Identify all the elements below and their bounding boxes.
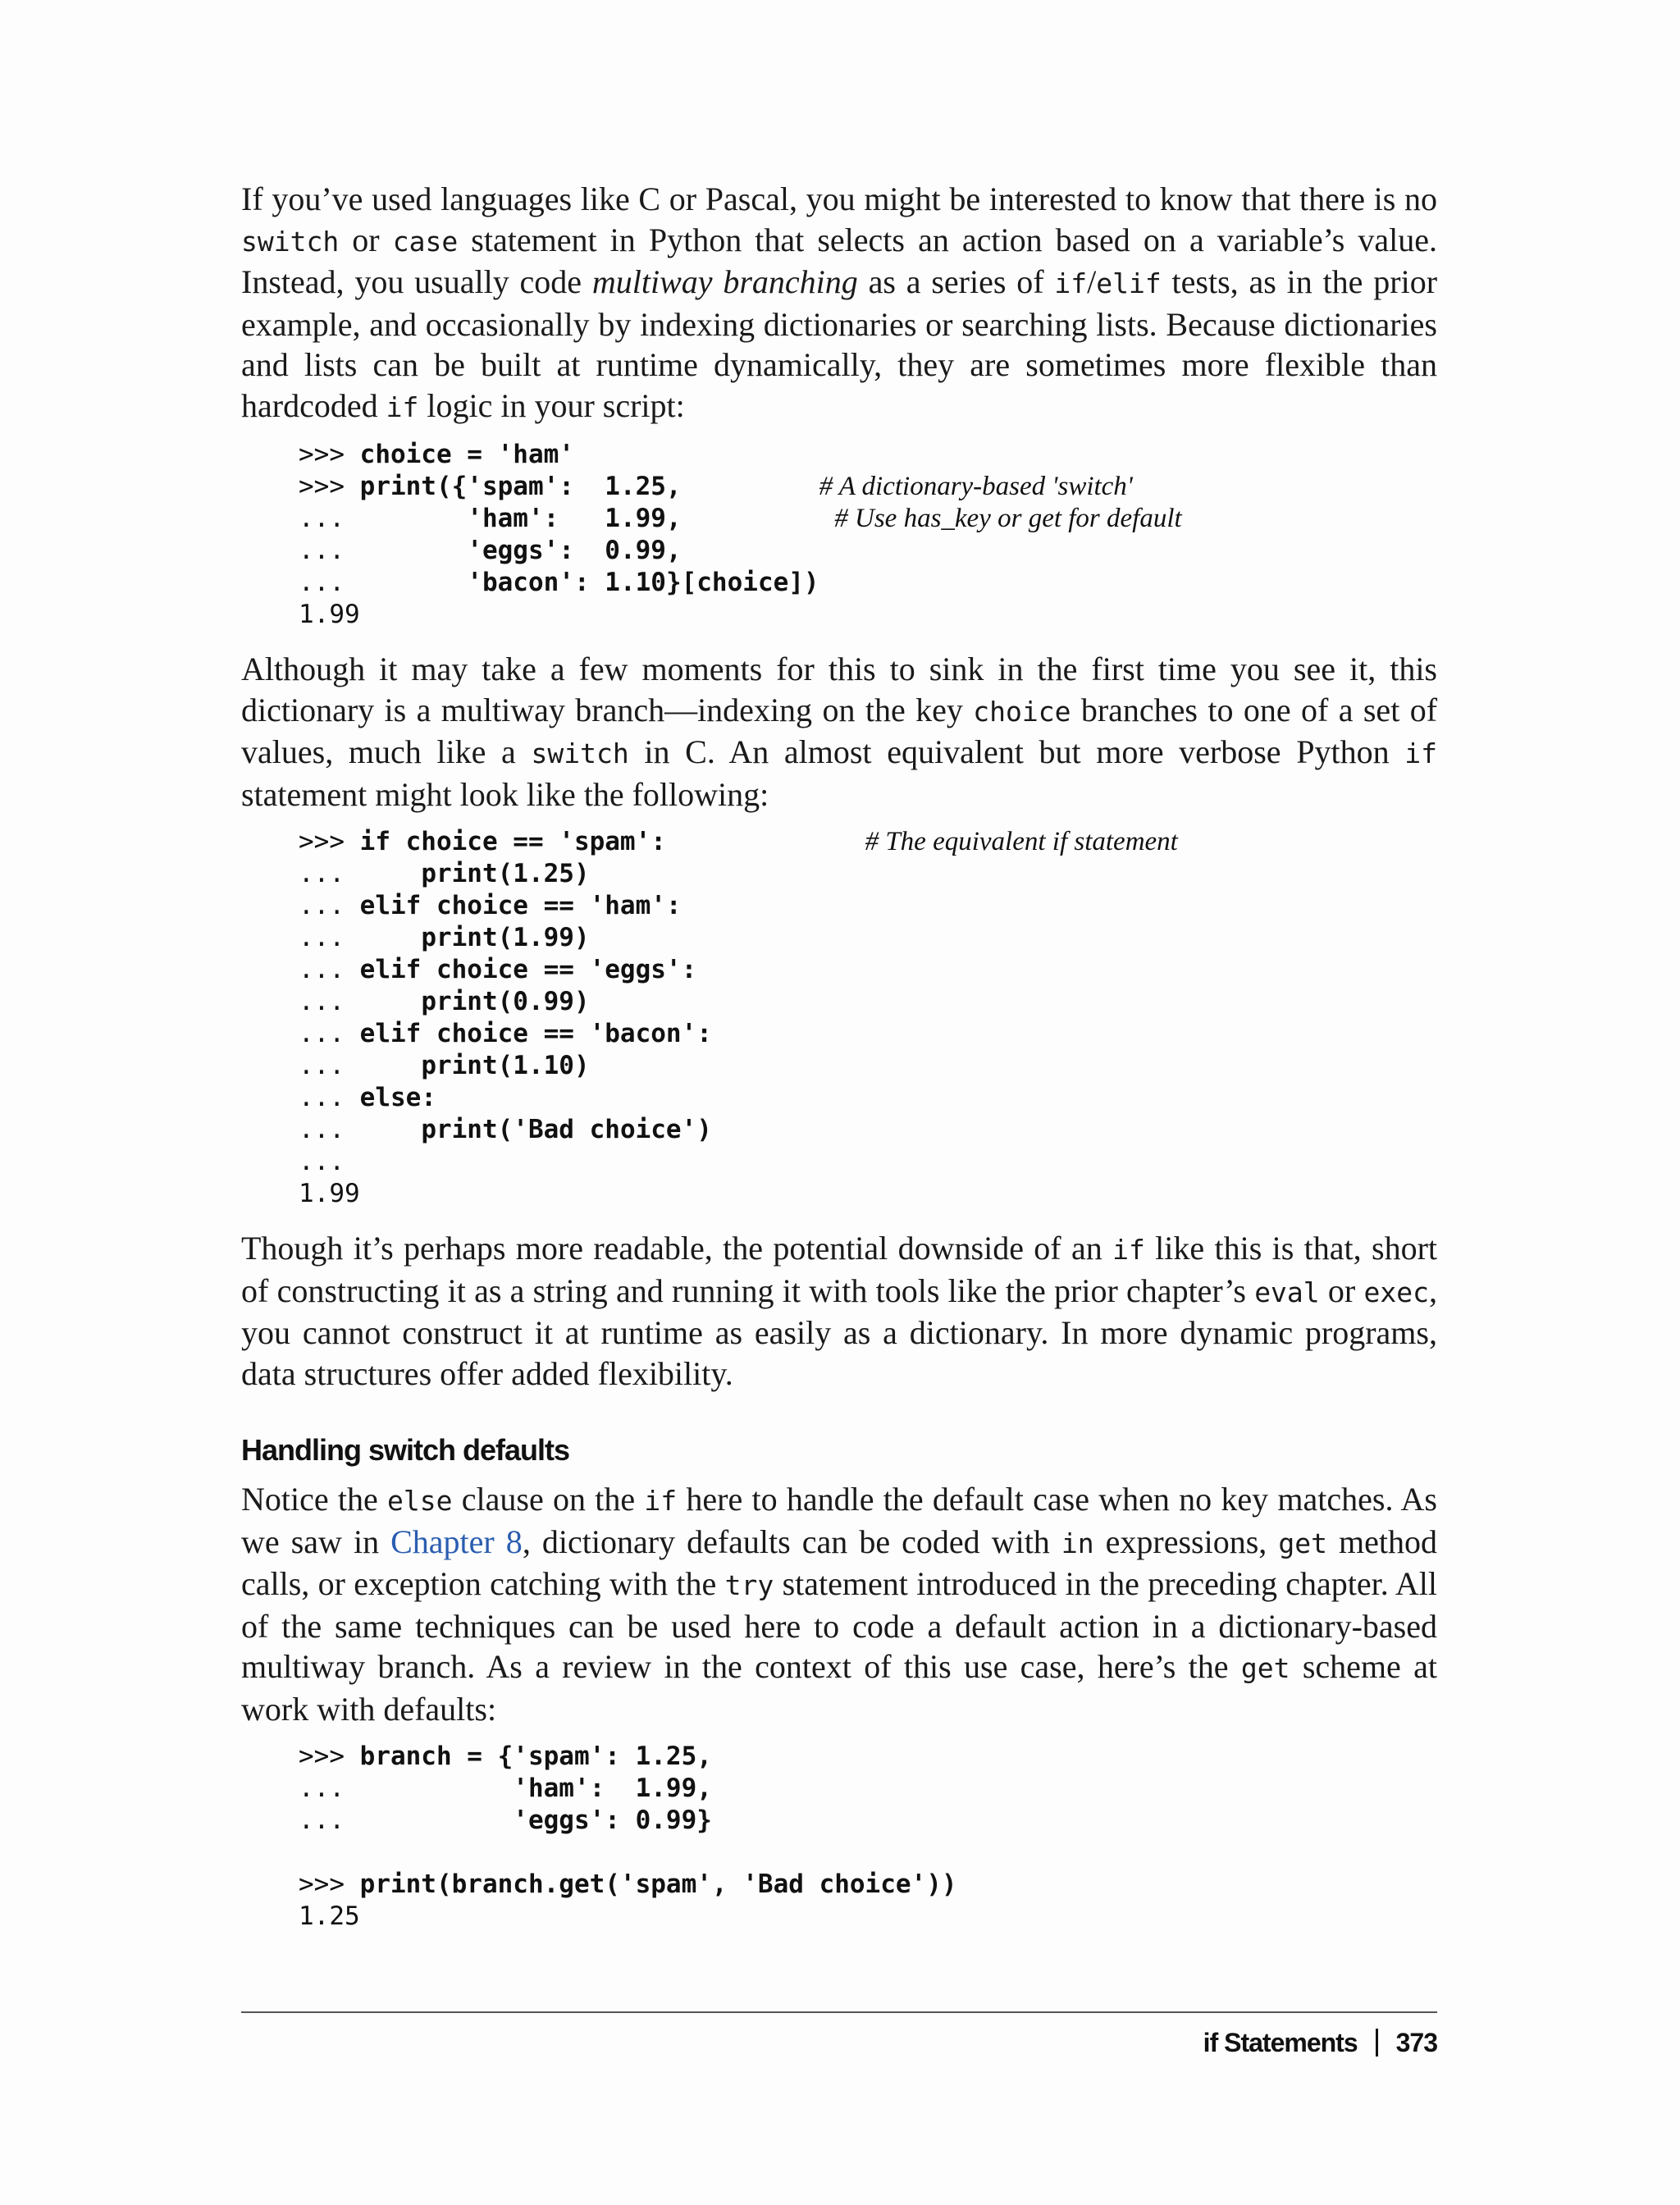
footer-rule: [241, 2011, 1437, 2013]
page-content: [241, 179, 1437, 1933]
code-block-dict-switch: >>> choice = 'ham' >>> print({'spam': 1.25, # A dictionary-based 'switch' ... 'ham': 1.99, # Use has_key or get for default ... 'eggs': 0.99, ... 'bacon': 1.10}[choice]) 1.99: [299, 440, 1182, 629]
paragraph-switch-intro: If you’ve used languages like C or Pascal, you might be interested to know that there is no switch or case statement in Python that selects an action based on a variable’s value. Instead, you usually code multiway branching as a series of if/elif tests, as in the prior example, and occasionally by indexing dictionaries or searching lists. Because dictionaries and lists can be built at runtime dynamically, they are sometimes more flexible than hardcoded if logic in your script:: [241, 180, 1438, 424]
section-heading: Handling switch defaults: [241, 1433, 570, 1467]
page-footer: [241, 2011, 1437, 2057]
paragraph-multiway-branch: Although it may take a few moments for this to sink in the first time you see it, this dictionary is a multiway branch—indexing on the key choice branches to one of a set of values, much like a switch in C. An almost equivalent but more verbose Python if statement might look like the following:: [241, 651, 1438, 813]
chapter-8-link[interactable]: Chapter 8: [390, 1522, 523, 1560]
section-name: if Statements: [1203, 2028, 1358, 2057]
paragraph-switch-defaults: Notice the else clause on the if here to handle the default case when no key matches. As we saw in Chapter 8, dictionary defaults can be coded with in expressions, get method calls, or exception catching with the try statement introduced in the preceding chapter. All of the same techniques can be used here to code a default action in a dictionary-based multiway branch. As a review in the context of this use case, here’s the get scheme at work with defaults:: [241, 1481, 1438, 1728]
code-block-get-default: >>> branch = {'spam': 1.25, ... 'ham': 1.99, ... 'eggs': 0.99} >>> print(branch.get('spam', 'Bad choice')) 1.25: [299, 1742, 957, 1931]
paragraph-readability: Though it’s perhaps more readable, the potential downside of an if like this is that, short of constructing it as a string and running it with tools like the prior chapter’s eval or exec, you cannot construct it at runtime as easily as a dictionary. In more dynamic programs, data structures offer added flexibility.: [241, 1230, 1438, 1392]
running-footer: [1203, 2028, 1437, 2058]
code-block-if-statement: >>> if choice == 'spam': # The equivalent if statement ... print(1.25) ... elif choice == 'ham': ... print(1.99) ... elif choice == 'eggs': ... print(0.99) ... elif choice == 'bacon': ... print(1.10) ... else: ... print('Bad choice') ... 1.99: [299, 827, 1178, 1208]
page-number: 373: [1395, 2028, 1437, 2057]
folio-separator: [1376, 2029, 1378, 2057]
